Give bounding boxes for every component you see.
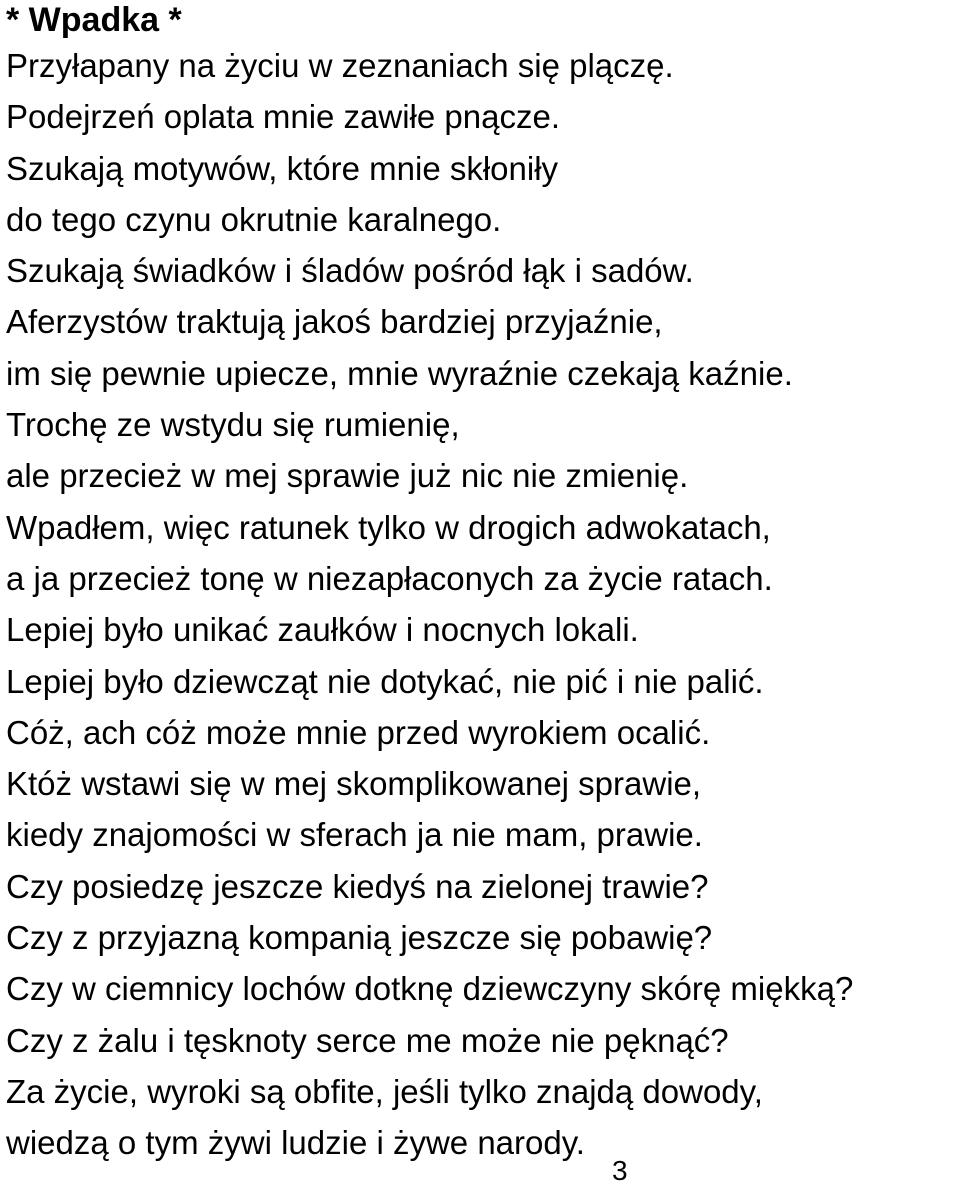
poem-line: Szukają motywów, które mnie skłoniły	[6, 149, 559, 187]
poem-line: Aferzystów traktują jakoś bardziej przyjaźnie,	[6, 303, 663, 341]
poem-line: im się pewnie upiecze, mnie wyraźnie czekają kaźnie.	[6, 354, 793, 392]
poem-line: Któż wstawi się w mej skomplikowanej sprawie,	[6, 765, 702, 803]
poem-line: a ja przecież tonę w niezapłaconych za życie ratach.	[6, 559, 773, 597]
poem-line: Cóż, ach cóż może mnie przed wyrokiem ocalić.	[6, 713, 711, 751]
poem-line: Wpadłem, więc ratunek tylko w drogich adwokatach,	[6, 508, 771, 546]
poem-line: Czy z przyjazną kompanią jeszcze się pobawię?	[6, 919, 713, 957]
poem-lines	[6, 40, 956, 1169]
poem-line: Podejrzeń oplata mnie zawiłe pnącze.	[6, 98, 560, 136]
poem-line: Szukają świadków i śladów pośród łąk i sadów.	[6, 252, 694, 290]
poem-line: Czy z żalu i tęsknoty serce me może nie pęknąć?	[6, 1021, 729, 1059]
poem-line: Za życie, wyroki są obfite, jeśli tylko znajdą dowody,	[6, 1072, 763, 1110]
poem-line: ale przecież w mej sprawie już nic nie zmienię.	[6, 457, 689, 495]
poem-line: Lepiej było unikać zaułków i nocnych lokali.	[6, 611, 639, 649]
poem-line: Czy posiedzę jeszcze kiedyś na zielonej trawie?	[6, 867, 709, 905]
poem-page	[6, 0, 956, 1169]
poem-title: * Wpadka *	[6, 1, 182, 39]
poem-line: kiedy znajomości w sferach ja nie mam, prawie.	[6, 816, 703, 854]
poem-line: Lepiej było dziewcząt nie dotykać, nie pić i nie palić.	[6, 662, 764, 700]
page-number: 3	[612, 1155, 628, 1186]
poem-line: do tego czynu okrutnie karalnego.	[6, 200, 502, 238]
poem-line: Trochę ze wstydu się rumienię,	[6, 406, 460, 444]
poem-line: Przyłapany na życiu w zeznaniach się plączę.	[6, 47, 674, 84]
poem-line: wiedzą o tym żywi ludzie i żywe narody.	[6, 1124, 585, 1162]
poem-line: Czy w ciemnicy lochów dotknę dziewczyny skórę miękką?	[6, 970, 854, 1008]
